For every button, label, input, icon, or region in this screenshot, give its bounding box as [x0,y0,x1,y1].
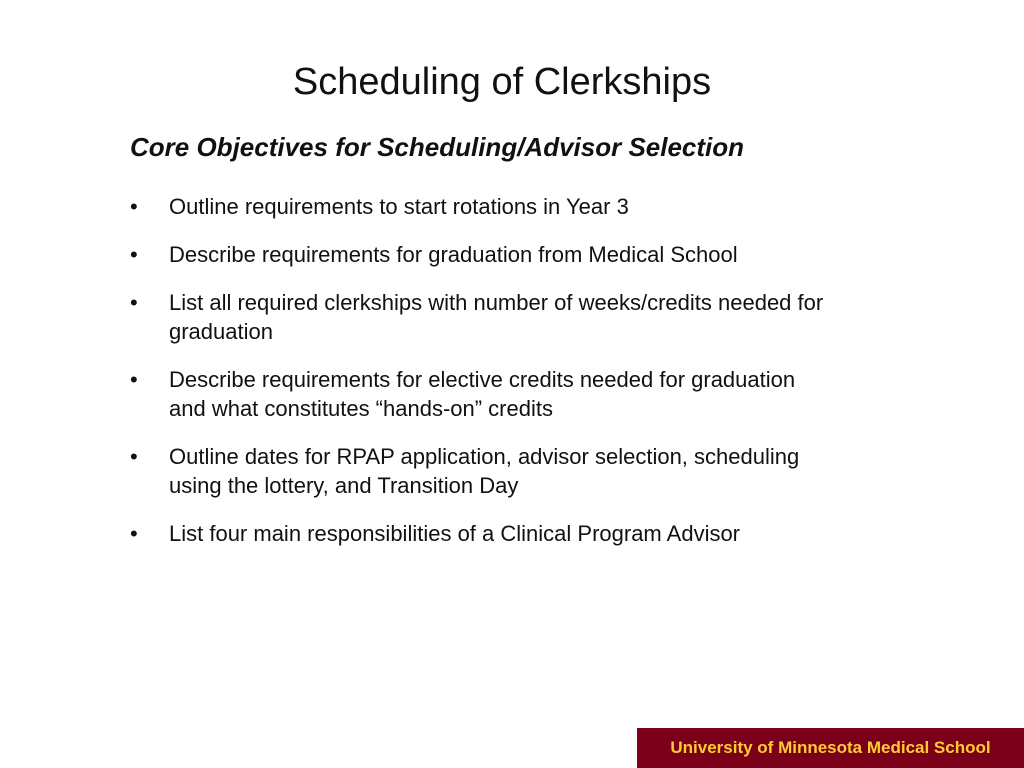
slide-subtitle: Core Objectives for Scheduling/Advisor Selection [130,132,745,162]
list-item [130,288,830,346]
footer-banner [637,728,1024,768]
bullet-text: Outline dates for RPAP application, advisor selection, scheduling using the lottery, and Transition Day [169,444,800,498]
footer-logo-text: University of Minnesota Medical School [670,738,991,757]
bullet-text: List four main responsibilities of a Clinical Program Advisor [169,521,741,546]
list-item [130,192,830,221]
bullet-icon: • [130,194,138,219]
slide-title: Scheduling of Clerkships [292,61,712,103]
list-item [130,365,830,423]
bullet-text: Describe requirements for graduation from Medical School [169,242,738,267]
bullet-icon: • [130,242,138,267]
bullet-text: Outline requirements to start rotations in Year 3 [169,194,629,219]
list-item [130,240,830,269]
bullet-icon: • [130,290,138,315]
bullet-list [130,192,830,567]
list-item [130,442,830,500]
bullet-icon: • [130,521,138,546]
bullet-icon: • [130,444,138,469]
bullet-icon: • [130,367,138,392]
bullet-text: List all required clerkships with number of weeks/credits needed for graduation [169,290,824,344]
bullet-text: Describe requirements for elective credits needed for graduation and what constitutes “hands-on” credits [169,367,796,421]
list-item [130,519,830,548]
